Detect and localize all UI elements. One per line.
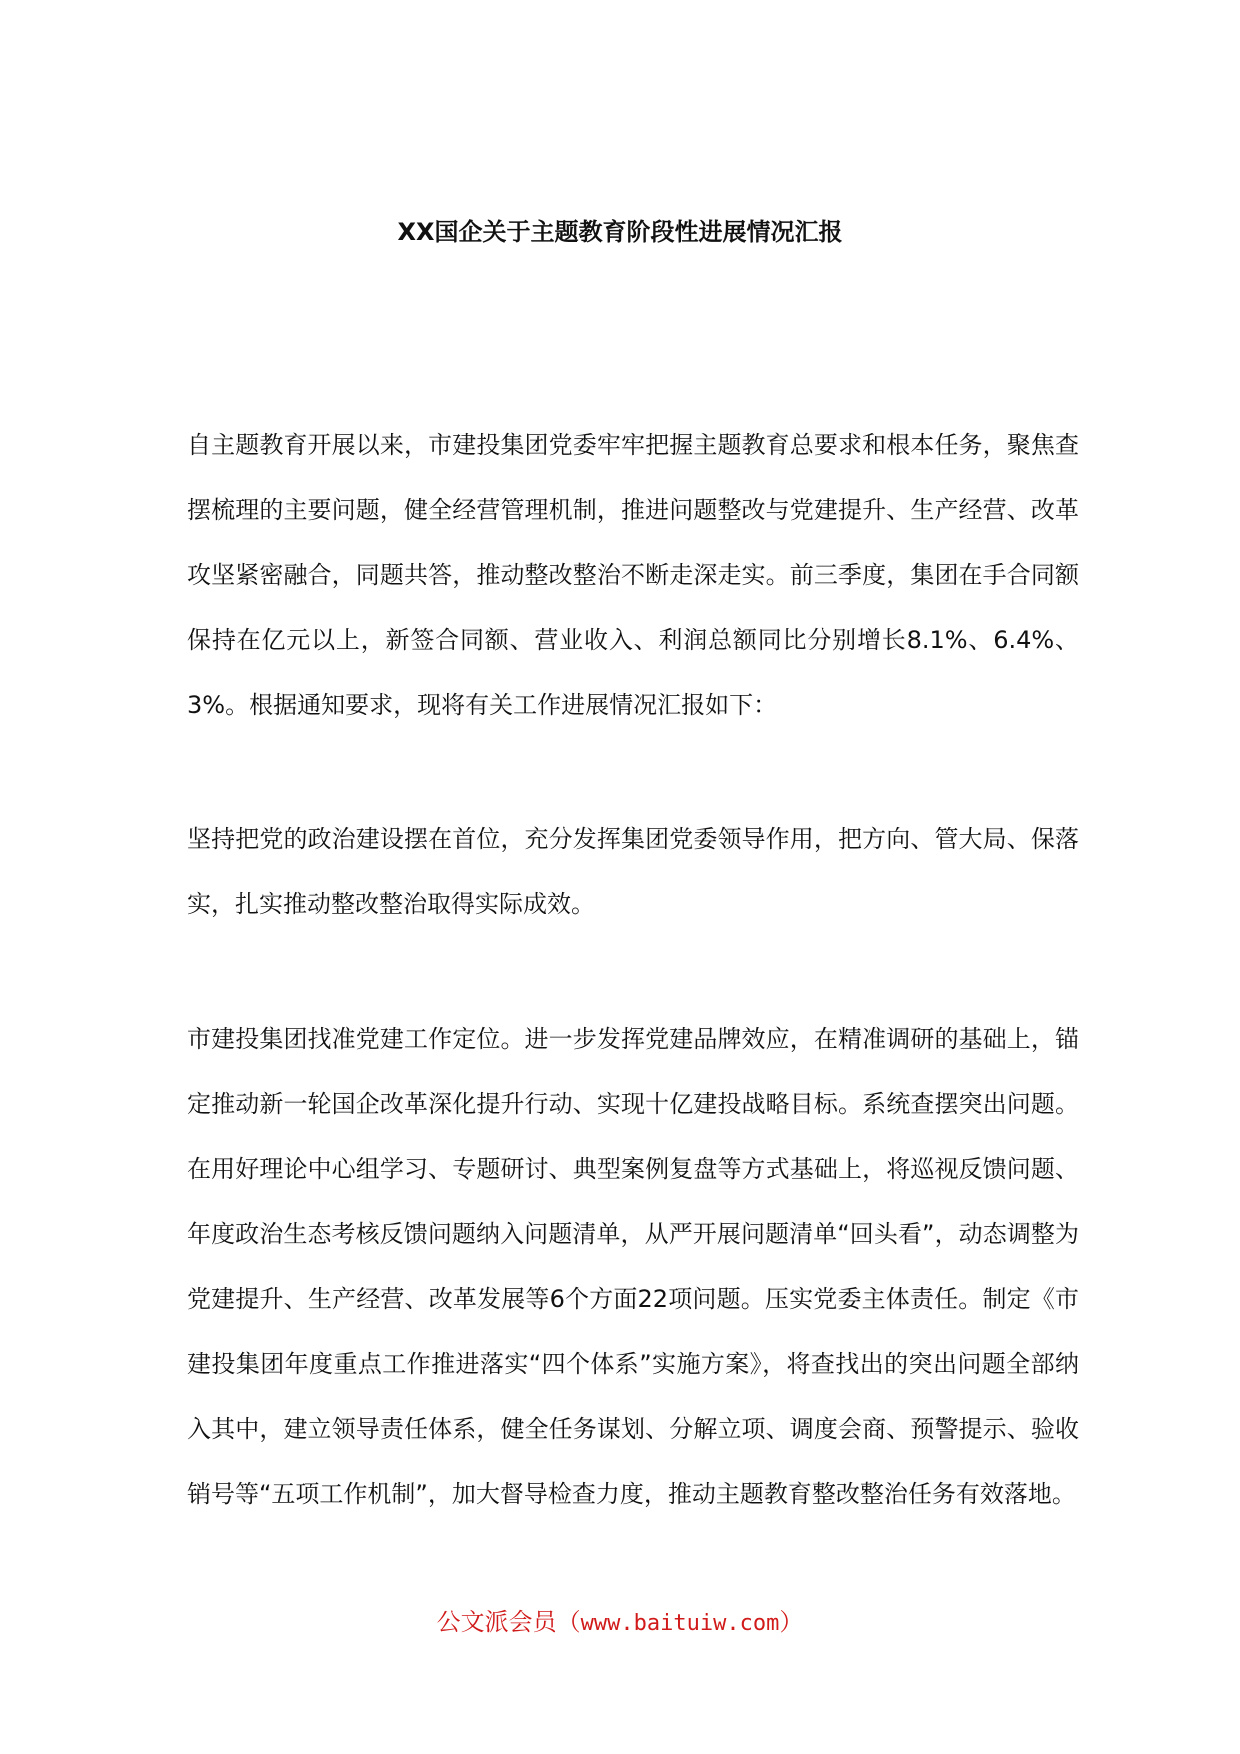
footer-close: ） xyxy=(779,1608,804,1636)
footer-watermark xyxy=(0,1604,1240,1642)
footer-url-link[interactable]: www.baituiw.com xyxy=(580,1611,780,1636)
paragraph-party-positioning: 市建投集团找准党建工作定位。进一步发挥党建品牌效应，在精准调研的基础上，锚定推动新一轮国企改革深化提升行动、实现十亿建投战略目标。系统查摆突出问题。在用好理论中心组学习、专题研讨、典型案例复盘等方式基础上，将巡视反馈问题、年度政治生态考核反馈问题纳入问题清单，从严开展问题清单“回头看”，动态调整为党建提升、生产经营、改革发展等6个方面22项问题。压实党委主体责任。制定《市建投集团年度重点工作推进落实“四个体系”实施方案》，将查找出的突出问题全部纳入其中，建立领导责任体系，健全任务谋划、分解立项、调度会商、预警提示、验收销号等“五项工作机制”，加大督导检查力度，推动主题教育整改整治任务有效落地。 xyxy=(187,1025,1079,1508)
footer-label: 公文派会员（ xyxy=(436,1608,581,1636)
document-title: XX国企关于主题教育阶段性进展情况汇报 xyxy=(397,218,843,246)
paragraph-intro: 自主题教育开展以来，市建投集团党委牢牢把握主题教育总要求和根本任务，聚焦查摆梳理的主要问题，健全经营管理机制，推进问题整改与党建提升、生产经营、改革攻坚紧密融合，同题共答，推动整改整治不断走深走实。前三季度，集团在手合同额保持在亿元以上，新签合同额、营业收入、利润总额同比分别增长8.1%、6.4%、3%。根据通知要求，现将有关工作进展情况汇报如下： xyxy=(187,431,1079,719)
paragraph-political-building: 坚持把党的政治建设摆在首位，充分发挥集团党委领导作用，把方向、管大局、保落实，扎实推动整改整治取得实际成效。 xyxy=(187,825,1079,918)
